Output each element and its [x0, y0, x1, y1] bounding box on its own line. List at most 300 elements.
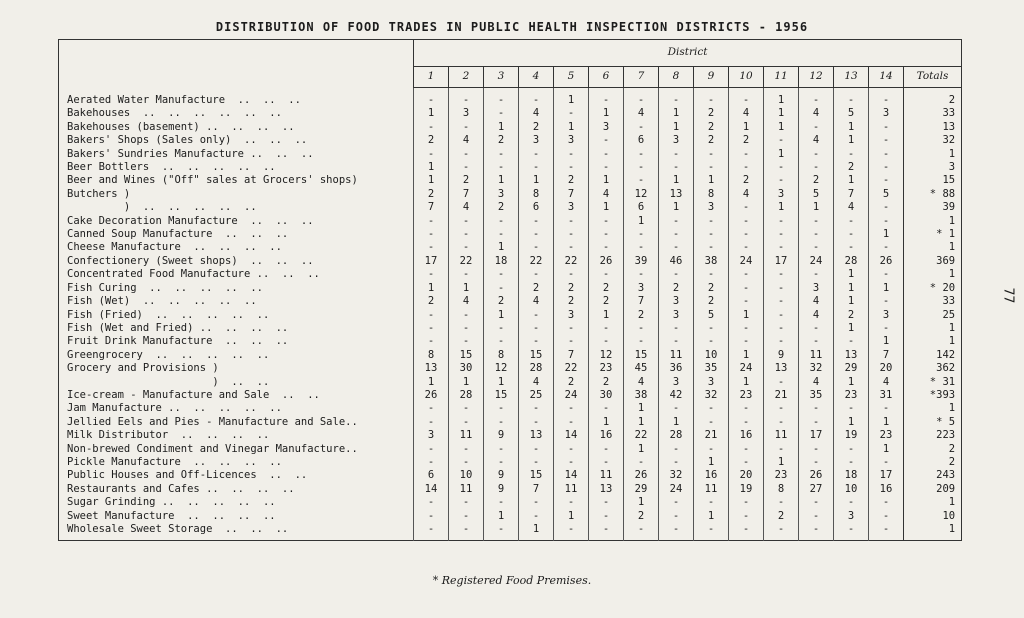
district-cell: 2 — [414, 295, 449, 308]
district-cell: 2 — [554, 295, 589, 308]
table-row — [59, 456, 962, 469]
district-cell: - — [519, 309, 554, 322]
district-cell: 4 — [729, 188, 764, 201]
district-cell: - — [449, 456, 484, 469]
district-cell: - — [834, 215, 869, 228]
district-cell: 6 — [624, 134, 659, 147]
district-column-header: 3 — [484, 67, 519, 88]
district-cell: - — [694, 148, 729, 161]
district-cell: 1 — [414, 376, 449, 389]
district-column-header: 7 — [624, 67, 659, 88]
district-cell: - — [764, 402, 799, 415]
district-cell: - — [484, 402, 519, 415]
district-cell: - — [554, 228, 589, 241]
district-cell: - — [694, 322, 729, 335]
district-cell: - — [729, 295, 764, 308]
trade-label: Cheese Manufacture .. .. .. .. — [67, 241, 282, 254]
district-cell: 2 — [624, 309, 659, 322]
district-cell: 2 — [484, 295, 519, 308]
district-cell: - — [449, 161, 484, 174]
trade-label: Aerated Water Manufacture .. .. .. — [67, 93, 301, 106]
district-cell: - — [519, 215, 554, 228]
district-cell: - — [414, 309, 449, 322]
trade-label: Bakehouses .. .. .. .. .. .. — [67, 107, 282, 120]
district-cell: 11 — [799, 349, 834, 362]
district-cell: - — [519, 148, 554, 161]
district-cell: - — [589, 148, 624, 161]
district-cell: - — [554, 107, 589, 120]
trade-label: Restaurants and Cafes .. .. .. .. — [67, 482, 295, 495]
district-cell: 1 — [869, 443, 904, 456]
district-cell: - — [519, 228, 554, 241]
district-cell: 3 — [869, 107, 904, 120]
total-cell: 1 — [904, 268, 962, 281]
district-cell: - — [799, 523, 834, 541]
district-cell: 1 — [764, 148, 799, 161]
table-row — [59, 107, 962, 120]
district-cell: - — [764, 443, 799, 456]
district-cell: - — [764, 335, 799, 348]
district-cell: - — [554, 335, 589, 348]
district-cell: 1 — [414, 174, 449, 187]
page-title: DISTRIBUTION OF FOOD TRADES IN PUBLIC HEALTH INSPECTION DISTRICTS - 1956 — [215, 20, 809, 34]
district-cell: - — [729, 335, 764, 348]
district-cell: 7 — [834, 188, 869, 201]
total-cell: 15 — [904, 174, 962, 187]
district-cell: - — [414, 335, 449, 348]
total-cell: 1 — [904, 496, 962, 509]
district-cell: - — [764, 282, 799, 295]
district-cell: 13 — [659, 188, 694, 201]
district-cell: 5 — [834, 107, 869, 120]
district-cell: - — [869, 402, 904, 415]
district-cell: 4 — [449, 134, 484, 147]
district-cell: - — [554, 161, 589, 174]
district-cell: 32 — [799, 362, 834, 375]
district-cell: 1 — [729, 349, 764, 362]
district-cell: - — [834, 88, 869, 108]
district-cell: 1 — [834, 121, 869, 134]
trade-label: ) .. .. — [67, 375, 270, 388]
district-cell: - — [519, 443, 554, 456]
district-cell: - — [729, 268, 764, 281]
district-cell: - — [694, 335, 729, 348]
district-cell: 1 — [624, 215, 659, 228]
district-cell: 21 — [764, 389, 799, 402]
district-cell: 1 — [834, 376, 869, 389]
district-cell: - — [729, 241, 764, 254]
district-cell: - — [834, 456, 869, 469]
trade-label: Sugar Grinding .. .. .. .. .. — [67, 496, 276, 509]
district-cell: - — [589, 88, 624, 108]
district-cell: - — [624, 241, 659, 254]
district-cell: 8 — [694, 188, 729, 201]
total-cell: 32 — [904, 134, 962, 147]
total-cell: 362 — [904, 362, 962, 375]
district-cell: 12 — [624, 188, 659, 201]
district-cell: - — [834, 148, 869, 161]
total-cell: 33 — [904, 107, 962, 120]
table-row — [59, 295, 962, 308]
district-cell: 17 — [414, 255, 449, 268]
district-cell: - — [869, 322, 904, 335]
trade-label: Jam Manufacture .. .. .. .. .. — [67, 402, 282, 415]
district-cell: 4 — [449, 295, 484, 308]
total-cell: 369 — [904, 255, 962, 268]
district-cell: 1 — [659, 174, 694, 187]
district-cell: - — [799, 215, 834, 228]
total-cell: 1 — [904, 402, 962, 415]
district-cell: - — [484, 443, 519, 456]
district-cell: - — [414, 523, 449, 541]
district-cell: 2 — [449, 174, 484, 187]
table-row — [59, 215, 962, 228]
district-cell: 29 — [624, 483, 659, 496]
district-cell: 2 — [554, 174, 589, 187]
district-cell: - — [589, 268, 624, 281]
district-cell: 31 — [869, 389, 904, 402]
district-cell: 2 — [694, 134, 729, 147]
district-cell: 4 — [729, 107, 764, 120]
table-row — [59, 282, 962, 295]
district-cell: 3 — [659, 376, 694, 389]
district-cell: 22 — [554, 255, 589, 268]
district-cell: 2 — [729, 134, 764, 147]
district-cell: 3 — [414, 429, 449, 442]
district-cell: 1 — [519, 523, 554, 541]
table-row — [59, 241, 962, 254]
district-cell: 5 — [694, 309, 729, 322]
district-cell: - — [624, 268, 659, 281]
district-cell: 2 — [834, 161, 869, 174]
district-cell: 17 — [799, 429, 834, 442]
district-cell: - — [764, 268, 799, 281]
total-cell: 1 — [904, 215, 962, 228]
district-cell: 1 — [799, 201, 834, 214]
district-cell: 2 — [694, 282, 729, 295]
district-cell: - — [554, 148, 589, 161]
district-cell: - — [659, 268, 694, 281]
district-cell: - — [834, 523, 869, 541]
district-cell: - — [519, 510, 554, 523]
district-cell: 1 — [484, 309, 519, 322]
district-cell: - — [869, 523, 904, 541]
district-cell: 10 — [834, 483, 869, 496]
district-cell: - — [414, 241, 449, 254]
district-cell: - — [414, 268, 449, 281]
district-cell: 3 — [659, 134, 694, 147]
district-cell: - — [869, 510, 904, 523]
district-cell: 1 — [484, 121, 519, 134]
district-cell: - — [449, 268, 484, 281]
district-cell: 32 — [694, 389, 729, 402]
district-cell: 1 — [729, 309, 764, 322]
district-cell: 3 — [764, 188, 799, 201]
district-column-header: 9 — [694, 67, 729, 88]
district-cell: 2 — [694, 107, 729, 120]
district-cell: 7 — [414, 201, 449, 214]
district-cell: 1 — [834, 295, 869, 308]
district-cell: - — [484, 322, 519, 335]
total-cell: * 20 — [904, 282, 962, 295]
district-cell: - — [449, 443, 484, 456]
district-cell: 3 — [799, 282, 834, 295]
district-cell: 27 — [799, 483, 834, 496]
district-cell: 45 — [624, 362, 659, 375]
table-row — [59, 362, 962, 375]
district-cell: - — [624, 148, 659, 161]
district-cell: - — [449, 148, 484, 161]
district-cell: 7 — [449, 188, 484, 201]
district-column-header: 6 — [589, 67, 624, 88]
district-cell: 2 — [554, 282, 589, 295]
district-cell: - — [554, 443, 589, 456]
district-cell: 3 — [449, 107, 484, 120]
district-cell: 30 — [449, 362, 484, 375]
district-cell: 2 — [799, 174, 834, 187]
district-cell: - — [659, 456, 694, 469]
total-cell: 2 — [904, 456, 962, 469]
table-row — [59, 121, 962, 134]
district-cell: - — [729, 228, 764, 241]
district-cell: - — [694, 402, 729, 415]
district-cell: - — [589, 215, 624, 228]
trade-label: Bakers' Shops (Sales only) .. .. .. — [67, 134, 308, 147]
district-cell: 1 — [764, 201, 799, 214]
district-cell: - — [694, 241, 729, 254]
district-cell: - — [449, 335, 484, 348]
district-cell: 1 — [589, 174, 624, 187]
district-cell: - — [764, 174, 799, 187]
district-cell: - — [764, 134, 799, 147]
table-row — [59, 255, 962, 268]
district-cell: 9 — [484, 469, 519, 482]
district-cell: - — [729, 523, 764, 541]
district-cell: - — [589, 161, 624, 174]
district-cell: 3 — [834, 510, 869, 523]
district-cell: 13 — [764, 362, 799, 375]
district-cell: 10 — [694, 349, 729, 362]
district-cell: 3 — [624, 282, 659, 295]
trade-header-cell — [59, 40, 414, 88]
district-cell: 22 — [624, 429, 659, 442]
trade-label: Beer Bottlers .. .. .. .. .. — [67, 161, 276, 174]
district-cell: 7 — [869, 349, 904, 362]
district-cell: - — [484, 268, 519, 281]
district-cell: 11 — [764, 429, 799, 442]
district-cell: - — [414, 456, 449, 469]
total-cell: * 88 — [904, 188, 962, 201]
district-cell: 1 — [694, 510, 729, 523]
district-cell: 2 — [414, 188, 449, 201]
table-row — [59, 88, 962, 108]
district-cell: 1 — [414, 161, 449, 174]
district-cell: - — [449, 88, 484, 108]
district-cell: - — [869, 215, 904, 228]
district-cell: - — [799, 335, 834, 348]
district-cell: - — [519, 456, 554, 469]
total-cell: 13 — [904, 121, 962, 134]
district-cell: 17 — [869, 469, 904, 482]
district-cell: 1 — [484, 241, 519, 254]
trade-label: Fish (Wet) .. .. .. .. .. — [67, 295, 257, 308]
district-cell: - — [589, 523, 624, 541]
district-cell: 7 — [519, 483, 554, 496]
district-column-header: 13 — [834, 67, 869, 88]
district-cell: - — [624, 88, 659, 108]
district-cell: - — [449, 309, 484, 322]
district-cell: 1 — [834, 322, 869, 335]
district-cell: - — [519, 416, 554, 429]
district-cell: - — [589, 335, 624, 348]
district-cell: 18 — [834, 469, 869, 482]
table-row — [59, 402, 962, 415]
table-row — [59, 389, 962, 402]
district-cell: - — [799, 148, 834, 161]
district-cell: 1 — [869, 282, 904, 295]
district-cell: 1 — [834, 174, 869, 187]
district-cell: 7 — [624, 295, 659, 308]
district-cell: - — [414, 228, 449, 241]
district-cell: - — [869, 148, 904, 161]
district-cell: - — [869, 241, 904, 254]
total-cell: 33 — [904, 295, 962, 308]
district-cell: - — [869, 201, 904, 214]
district-cell: - — [799, 88, 834, 108]
district-cell: - — [659, 161, 694, 174]
district-cell: - — [519, 496, 554, 509]
district-cell: - — [799, 416, 834, 429]
district-cell: - — [519, 322, 554, 335]
district-cell: 1 — [449, 282, 484, 295]
trade-label: Non-brewed Condiment and Vinegar Manufacture.. — [67, 442, 358, 455]
trade-label: Sweet Manufacture .. .. .. .. — [67, 509, 276, 522]
district-cell: 1 — [449, 376, 484, 389]
district-cell: 6 — [624, 201, 659, 214]
district-cell: 1 — [764, 121, 799, 134]
district-cell: - — [484, 161, 519, 174]
district-cell: 25 — [519, 389, 554, 402]
district-cell: - — [484, 228, 519, 241]
district-cell: - — [414, 510, 449, 523]
trade-label: Greengrocery .. .. .. .. .. — [67, 348, 270, 361]
district-cell: - — [554, 268, 589, 281]
district-cell: 19 — [834, 429, 869, 442]
district-cell: - — [414, 416, 449, 429]
district-cell: - — [659, 523, 694, 541]
district-cell: 1 — [729, 121, 764, 134]
district-cell: 11 — [694, 483, 729, 496]
table-row — [59, 309, 962, 322]
district-cell: 36 — [659, 362, 694, 375]
district-cell: - — [764, 295, 799, 308]
district-cell: 24 — [799, 255, 834, 268]
district-cell: 4 — [519, 107, 554, 120]
table-row — [59, 376, 962, 389]
district-cell: - — [869, 134, 904, 147]
district-cell: 16 — [694, 469, 729, 482]
district-cell: 2 — [694, 295, 729, 308]
trade-label: Milk Distributor .. .. .. .. — [67, 429, 270, 442]
district-cell: - — [554, 523, 589, 541]
district-cell: 23 — [764, 469, 799, 482]
district-cell: 16 — [589, 429, 624, 442]
district-cell: - — [624, 322, 659, 335]
district-cell: 2 — [519, 121, 554, 134]
district-cell: 28 — [834, 255, 869, 268]
district-cell: - — [414, 121, 449, 134]
district-cell: - — [449, 322, 484, 335]
district-cell: - — [834, 335, 869, 348]
district-cell: - — [449, 496, 484, 509]
district-column-header: 1 — [414, 67, 449, 88]
district-cell: - — [484, 496, 519, 509]
district-cell: - — [519, 335, 554, 348]
district-cell: 2 — [659, 282, 694, 295]
district-cell: 10 — [449, 469, 484, 482]
table-row — [59, 510, 962, 523]
district-cell: - — [589, 134, 624, 147]
district-cell: - — [449, 510, 484, 523]
district-cell: 14 — [414, 483, 449, 496]
district-cell: 1 — [414, 282, 449, 295]
district-cell: - — [729, 215, 764, 228]
district-cell: 8 — [414, 349, 449, 362]
district-cell: 1 — [624, 416, 659, 429]
district-cell: - — [449, 416, 484, 429]
district-cell: - — [519, 161, 554, 174]
district-cell: - — [414, 496, 449, 509]
district-cell: - — [449, 121, 484, 134]
district-cell: - — [659, 443, 694, 456]
table-row — [59, 483, 962, 496]
district-cell: - — [869, 496, 904, 509]
district-cell: - — [449, 241, 484, 254]
district-cell: 22 — [449, 255, 484, 268]
district-cell: - — [624, 174, 659, 187]
district-cell: 1 — [694, 174, 729, 187]
district-cell: - — [484, 148, 519, 161]
district-cell: 5 — [869, 188, 904, 201]
district-cell: 26 — [589, 255, 624, 268]
total-cell: 2 — [904, 88, 962, 108]
district-column-header: 14 — [869, 67, 904, 88]
district-cell: - — [414, 322, 449, 335]
total-cell: 142 — [904, 349, 962, 362]
district-cell: - — [624, 456, 659, 469]
district-cell: 1 — [764, 107, 799, 120]
district-cell: - — [519, 268, 554, 281]
district-cell: 17 — [764, 255, 799, 268]
district-cell: 1 — [589, 201, 624, 214]
district-cell: 1 — [624, 443, 659, 456]
district-cell: 1 — [834, 416, 869, 429]
page-number: 77 — [1000, 287, 1016, 304]
district-cell: 3 — [659, 309, 694, 322]
district-cell: - — [799, 456, 834, 469]
district-cell: 13 — [589, 483, 624, 496]
district-cell: 1 — [589, 107, 624, 120]
district-cell: 1 — [484, 376, 519, 389]
district-cell: - — [694, 228, 729, 241]
district-cell: 24 — [554, 389, 589, 402]
district-cell: - — [589, 241, 624, 254]
district-cell: 11 — [449, 429, 484, 442]
district-cell: - — [484, 335, 519, 348]
district-cell: 1 — [554, 121, 589, 134]
district-cell: 8 — [764, 483, 799, 496]
district-cell: - — [694, 215, 729, 228]
